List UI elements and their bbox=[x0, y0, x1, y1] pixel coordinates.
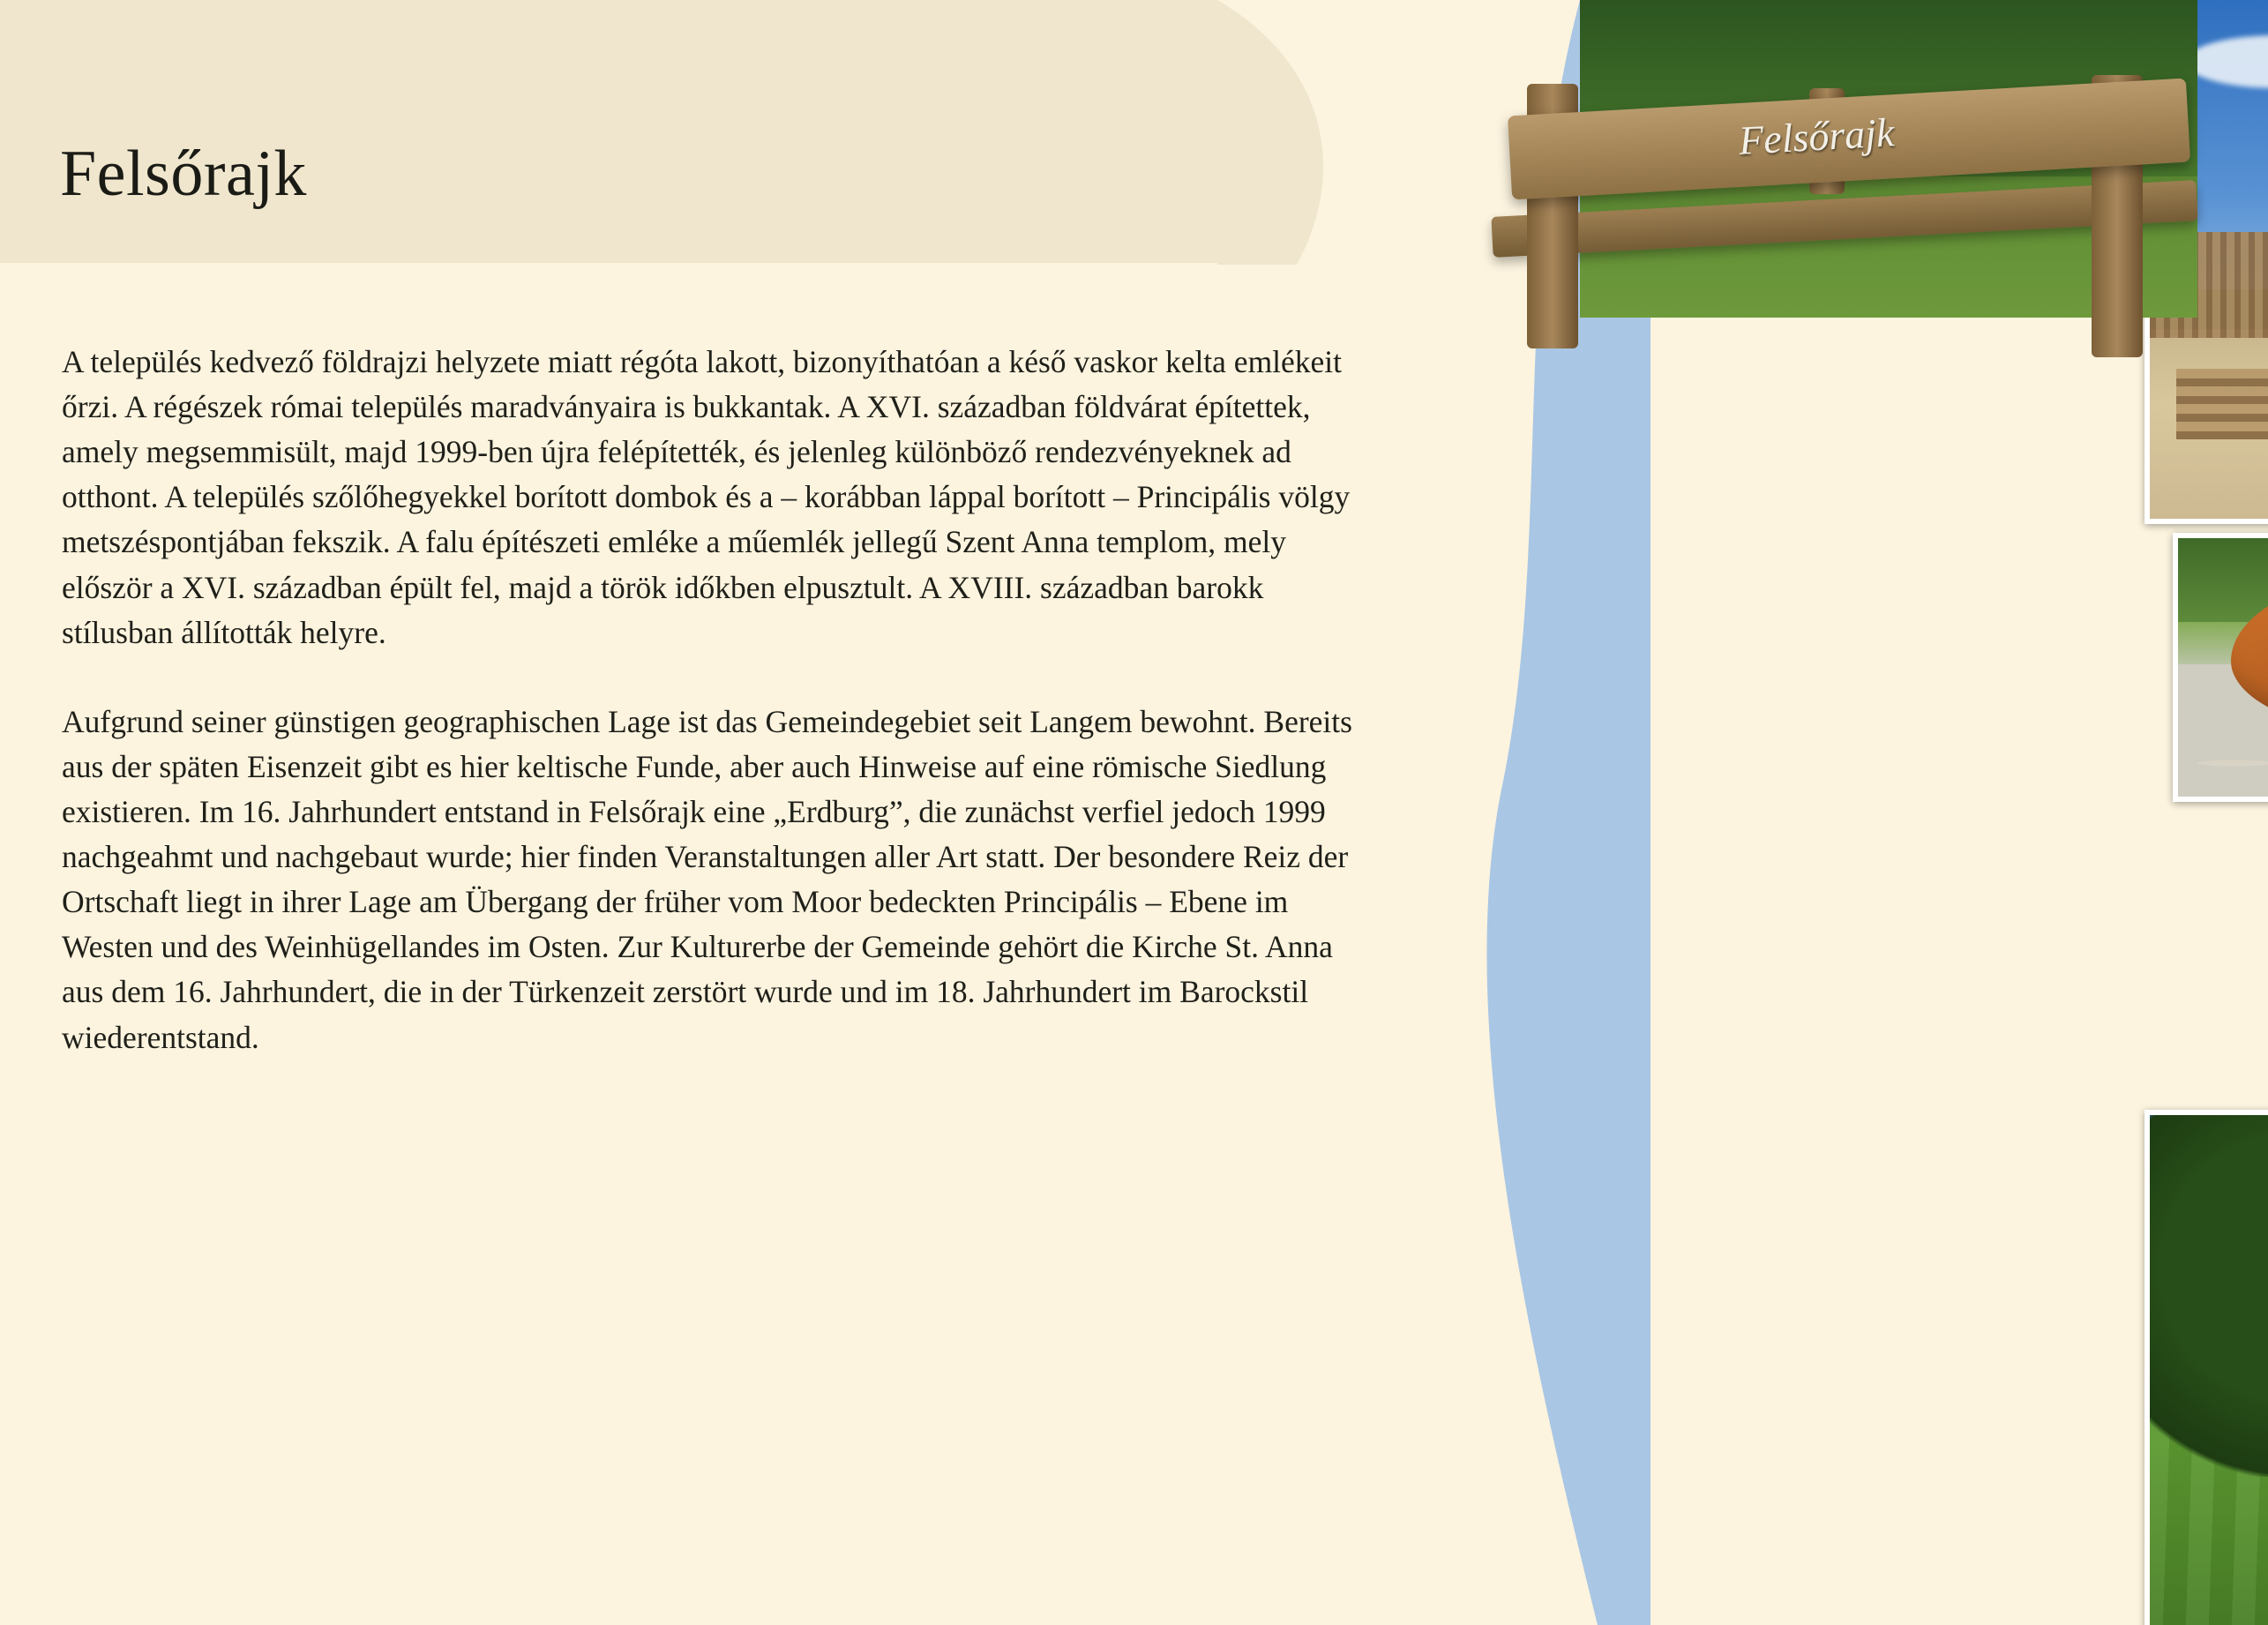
body-text-column bbox=[62, 340, 1376, 1060]
photo-carved-bench bbox=[1474, 0, 2197, 318]
page-title: Felsőrajk bbox=[60, 138, 307, 210]
paragraph-german: Aufgrund seiner günstigen geographischen Lage ist das Gemeindegebiet seit Langem bewohnt. Bereits aus der späten Eisenzeit gibt es hier keltische Funde, aber auch Hinweise auf eine römische Siedlung existieren. Im 16. Jahrhundert entstand in Felsőrajk eine „Erdburg”, die zunächst verfiel jedoch 1999 nachgeahmt und nachgebaut wurde; hier finden Veranstaltungen aller Art statt. Der besondere Reiz der Ortschaft liegt in ihrer Lage am Übergang der früher vom Moor bedeckten Principális – Ebene im Westen und des Weinhügellandes im Osten. Zur Kulturerbe der Gemeinde gehört die Kirche St. Anna aus dem 16. Jahrhundert, die in der Türkenzeit zerstört wurde und im 18. Jahrhundert im Barockstil wiederentstand. bbox=[62, 703, 1352, 1055]
photo-collage bbox=[1474, 0, 2268, 1625]
photo-carved-wooden-boar bbox=[2173, 533, 2268, 802]
bench-carved-label: Felsőrajk bbox=[1737, 109, 1896, 163]
paragraph-hungarian: A település kedvező földrajzi helyzete miatt régóta lakott, bizonyíthatóan a késő vaskor kelta emlékeit őrzi. A régészek római település maradványaira is bukkantak. A XVI. században földvárat építettek, amely megsemmisült, majd 1999-ben újra felépítették, és jelenleg különböző rendezvényeknek ad otthont. A település szőlőhegyekkel borított dombok és a – korábban láppal borított – Principális völgy metszéspontjában fekszik. A falu építészeti emléke a műemlék jellegű Szent Anna templom, mely először a XVI. században épült fel, majd a török időkben elpusztult. A XVIII. században barokk stílusban állították helyre. bbox=[62, 344, 1351, 650]
photo-yellow-village-house bbox=[2144, 1110, 2268, 1625]
